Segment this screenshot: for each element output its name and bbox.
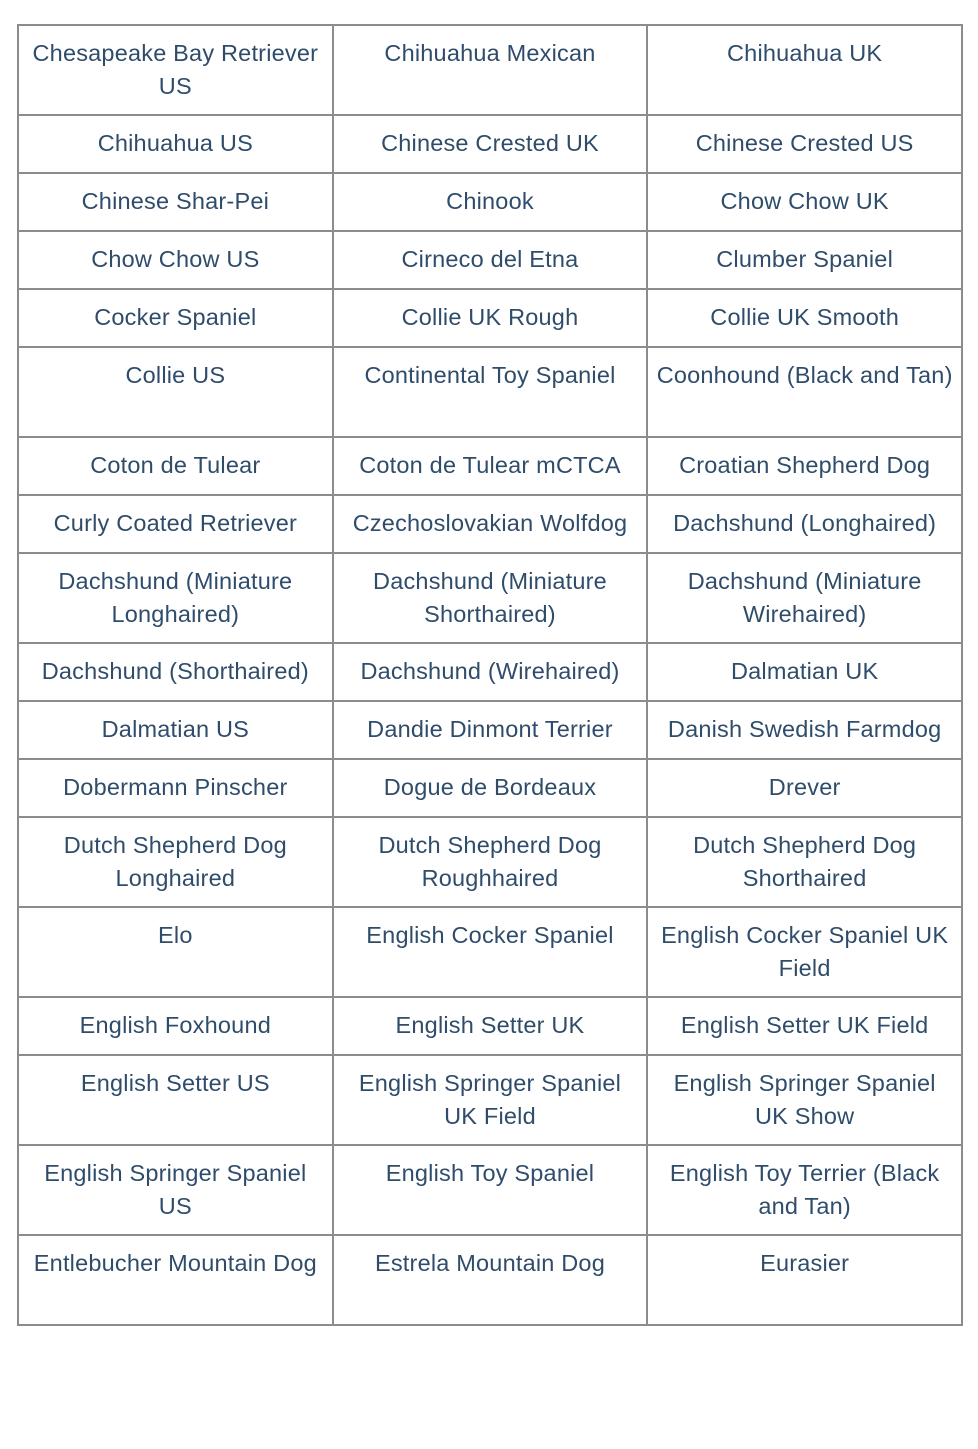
table-row: [18, 701, 962, 759]
table-row: [18, 347, 962, 437]
table-cell: Czechoslovakian Wolfdog: [333, 495, 648, 553]
table-cell: Cirneco del Etna: [333, 231, 648, 289]
table-cell: Cocker Spaniel: [18, 289, 333, 347]
table-cell: Chihuahua Mexican: [333, 25, 648, 115]
table-cell: Chinese Crested US: [647, 115, 962, 173]
table-cell: Continental Toy Spaniel: [333, 347, 648, 437]
table-cell: English Foxhound: [18, 997, 333, 1055]
table-row: [18, 1145, 962, 1235]
table-cell: Dogue de Bordeaux: [333, 759, 648, 817]
table-cell: Chihuahua UK: [647, 25, 962, 115]
table-cell: Curly Coated Retriever: [18, 495, 333, 553]
table-cell: English Springer Spaniel UK Show: [647, 1055, 962, 1145]
table-row: [18, 1235, 962, 1325]
table-row: [18, 289, 962, 347]
table-row: [18, 231, 962, 289]
table-cell: English Setter US: [18, 1055, 333, 1145]
table-row: [18, 817, 962, 907]
table-row: [18, 643, 962, 701]
table-cell: Clumber Spaniel: [647, 231, 962, 289]
table-cell: Coton de Tulear: [18, 437, 333, 495]
table-cell: Dutch Shepherd Dog Longhaired: [18, 817, 333, 907]
table-row: [18, 495, 962, 553]
table-cell: English Toy Terrier (Black and Tan): [647, 1145, 962, 1235]
table-cell: Dachshund (Longhaired): [647, 495, 962, 553]
table-row: [18, 553, 962, 643]
table-cell: Estrela Mountain Dog: [333, 1235, 648, 1325]
table-cell: English Toy Spaniel: [333, 1145, 648, 1235]
table-row: [18, 115, 962, 173]
table-cell: Dachshund (Wirehaired): [333, 643, 648, 701]
table-cell: Entlebucher Mountain Dog: [18, 1235, 333, 1325]
table-cell: Dachshund (Shorthaired): [18, 643, 333, 701]
table-cell: Dutch Shepherd Dog Roughhaired: [333, 817, 648, 907]
table-cell: Chow Chow US: [18, 231, 333, 289]
table-cell: English Springer Spaniel UK Field: [333, 1055, 648, 1145]
table-cell: Dandie Dinmont Terrier: [333, 701, 648, 759]
table-row: [18, 25, 962, 115]
table-cell: English Cocker Spaniel UK Field: [647, 907, 962, 997]
table-cell: Dalmatian US: [18, 701, 333, 759]
table-cell: Dutch Shepherd Dog Shorthaired: [647, 817, 962, 907]
table-cell: Dachshund (Miniature Longhaired): [18, 553, 333, 643]
table-row: [18, 173, 962, 231]
table-cell: Dachshund (Miniature Shorthaired): [333, 553, 648, 643]
table-row: [18, 759, 962, 817]
table-cell: Chinese Shar-Pei: [18, 173, 333, 231]
table-cell: Eurasier: [647, 1235, 962, 1325]
table-cell: Collie US: [18, 347, 333, 437]
table-cell: Chinese Crested UK: [333, 115, 648, 173]
table-cell: English Springer Spaniel US: [18, 1145, 333, 1235]
table-cell: Chow Chow UK: [647, 173, 962, 231]
table-cell: Dalmatian UK: [647, 643, 962, 701]
table-cell: Collie UK Smooth: [647, 289, 962, 347]
table-cell: Collie UK Rough: [333, 289, 648, 347]
table-row: [18, 997, 962, 1055]
table-row: [18, 1055, 962, 1145]
table-cell: English Cocker Spaniel: [333, 907, 648, 997]
table-cell: Coonhound (Black and Tan): [647, 347, 962, 437]
table-cell: English Setter UK Field: [647, 997, 962, 1055]
table-row: [18, 437, 962, 495]
table-cell: Drever: [647, 759, 962, 817]
table-cell: Dobermann Pinscher: [18, 759, 333, 817]
table-cell: Dachshund (Miniature Wirehaired): [647, 553, 962, 643]
table-cell: Elo: [18, 907, 333, 997]
table-cell: Chinook: [333, 173, 648, 231]
table-cell: Croatian Shepherd Dog: [647, 437, 962, 495]
table-cell: Chihuahua US: [18, 115, 333, 173]
breed-table: [17, 24, 963, 1326]
table-cell: Danish Swedish Farmdog: [647, 701, 962, 759]
table-cell: Chesapeake Bay Retriever US: [18, 25, 333, 115]
table-cell: Coton de Tulear mCTCA: [333, 437, 648, 495]
table-row: [18, 907, 962, 997]
table-cell: English Setter UK: [333, 997, 648, 1055]
